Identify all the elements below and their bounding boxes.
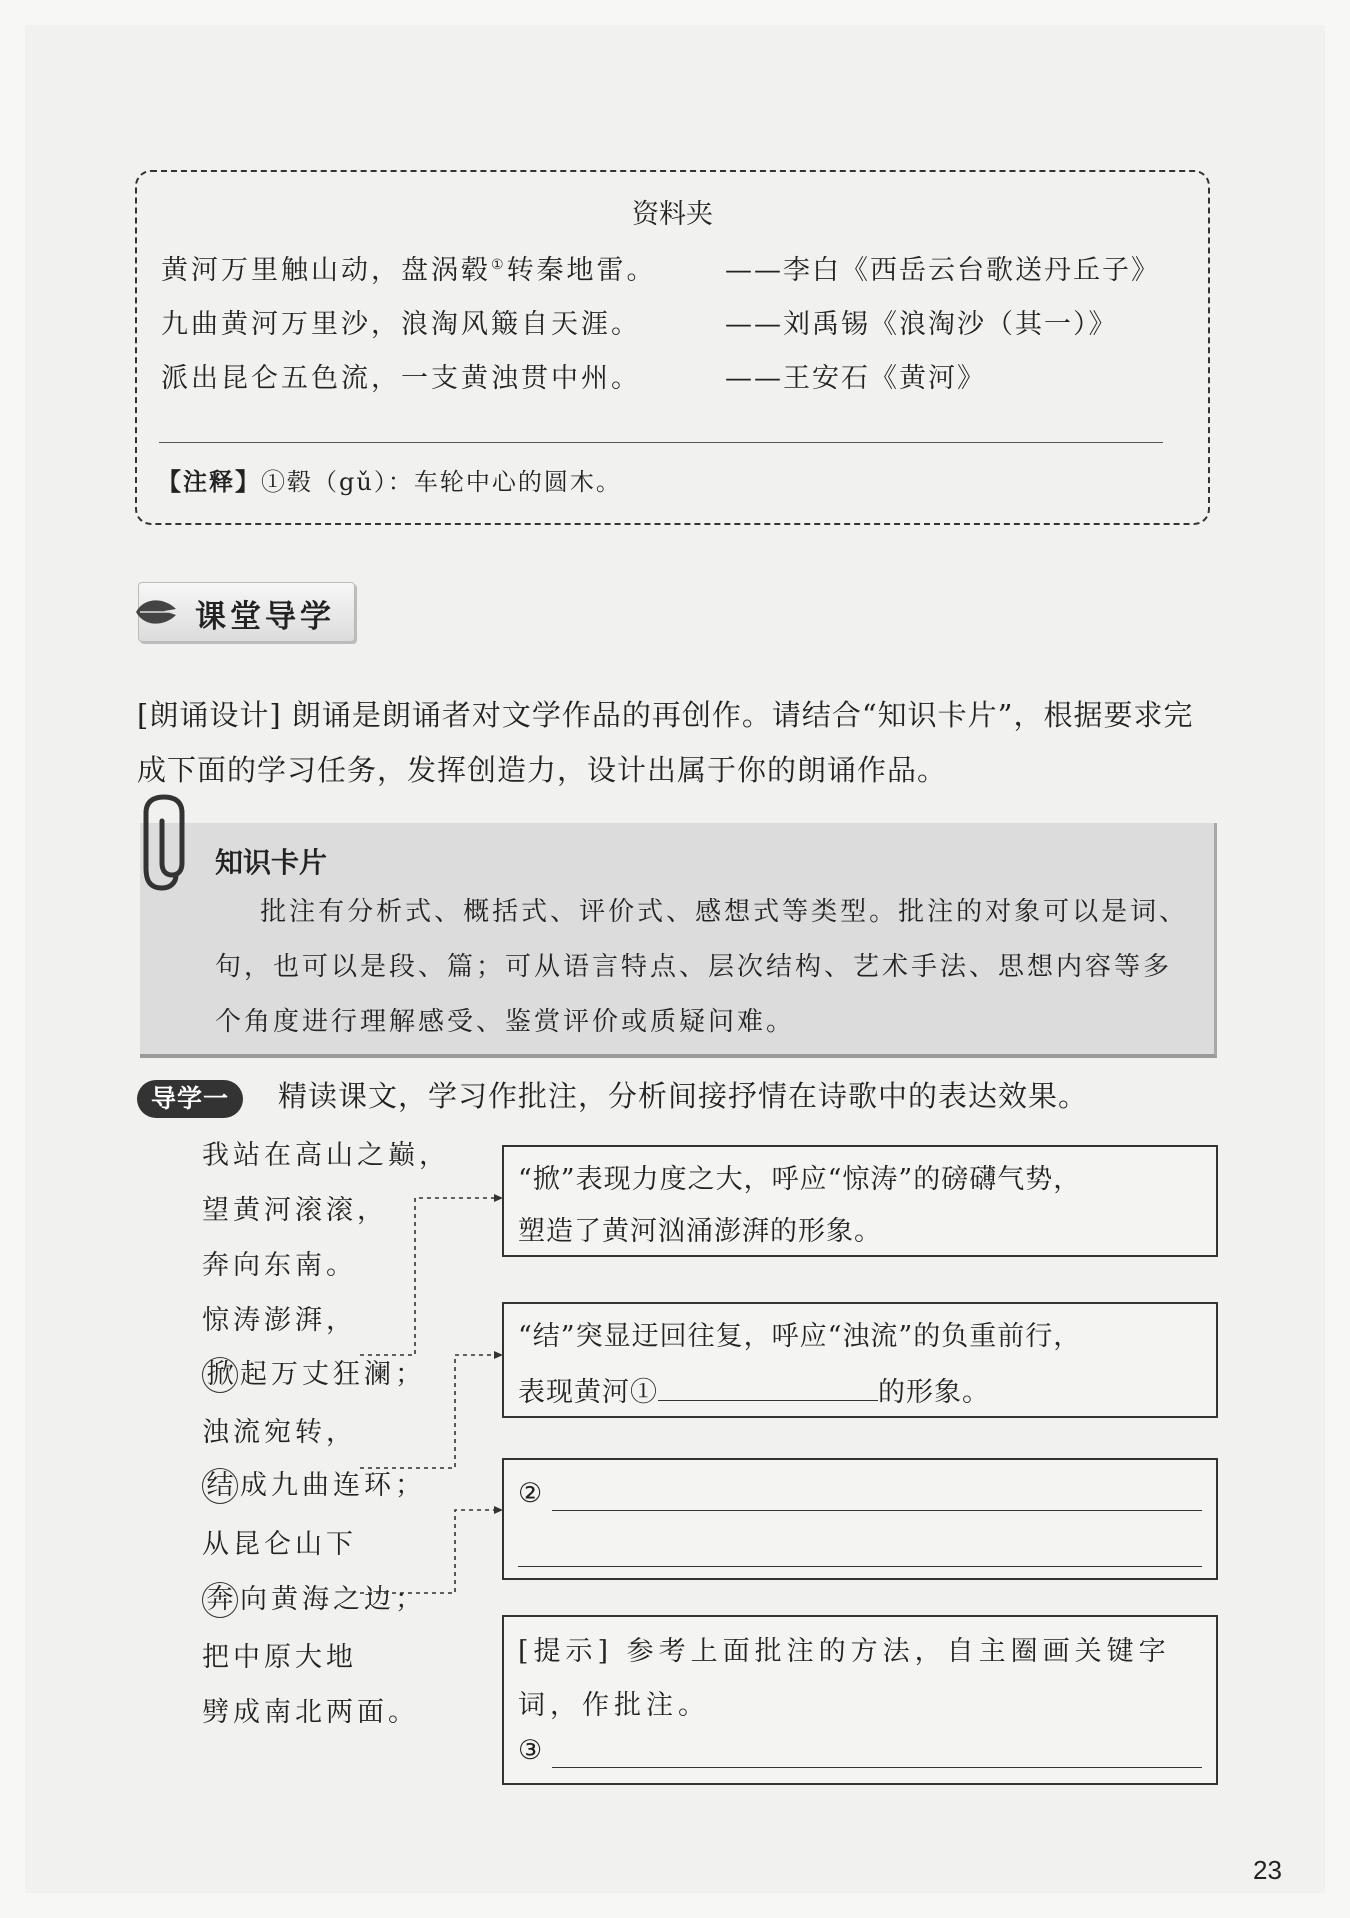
section-header [138, 582, 355, 642]
hint-text: 词，作批注。 [518, 1690, 710, 1721]
answer-line[interactable] [518, 1566, 1202, 1567]
reference-box [135, 170, 1210, 525]
knowledge-card-title: 知识卡片 [215, 846, 328, 879]
knowledge-card-body: 批注有分析式、概括式、评价式、感想式等类型。批注的对象可以是词、句，也可以是段、篇；可从语言特点、层次结构、艺术手法、思想内容等多个角度进行理解感受、鉴赏评价或质疑问难。 [215, 897, 1189, 1037]
poem-line: 从昆仑山下 [202, 1529, 357, 1560]
reference-title: 资料夹 [632, 199, 713, 230]
poem-line: 把中原大地 [202, 1642, 357, 1673]
annotation-text: 塑造了黄河汹涌澎湃的形象。 [518, 1216, 882, 1247]
answer-blank[interactable] [658, 1374, 878, 1401]
annotation-connectors [300, 1180, 510, 1600]
poem-line: 奔向东南。 [202, 1250, 357, 1281]
poem-line: 结 成九曲连环； [202, 1463, 426, 1504]
section-title: 课堂导学 [195, 599, 335, 635]
page-number: 23 [1253, 1855, 1282, 1885]
knowledge-card [140, 823, 1217, 1058]
guide-instruction: 精读课文，学习作批注，分析间接抒情在诗歌中的表达效果。 [278, 1079, 1089, 1113]
poem-line: 掀 起万丈狂澜； [202, 1352, 426, 1393]
annotation-box-4 [502, 1615, 1218, 1785]
reference-line-2: 九曲黄河万里沙，浪淘风簸自天涯。 [161, 309, 641, 340]
poem-line: 奔 向黄海之边； [202, 1577, 426, 1618]
annotation-text: “结”突显迂回往复，呼应“浊流”的负重前行， [518, 1321, 1082, 1352]
poem-line: 我站在高山之巅， [202, 1140, 450, 1171]
reference-source-2: ——刘禹锡《浪淘沙（其一）》 [725, 309, 1118, 340]
reference-divider [159, 442, 1163, 443]
intro-label: [朗诵设计] [137, 698, 282, 732]
reference-line-1: 黄河万里触山动，盘涡毂①转秦地雷。 [161, 255, 657, 286]
paperclip-icon [140, 793, 200, 893]
leaf-icon [134, 597, 178, 627]
annotation-box-2 [502, 1302, 1218, 1418]
reading-design-intro: [朗诵设计] 朗诵是朗诵者对文学作品的再创作。请结合“知识卡片”，根据要求完成下面的学习任务，发挥创造力，设计出属于你的朗诵作品。 [137, 698, 1194, 787]
circled-word: 掀 [202, 1357, 238, 1393]
poem-line: 劈成南北两面。 [202, 1697, 419, 1728]
reference-line-3: 派出昆仑五色流，一支黄浊贯中州。 [161, 363, 641, 394]
circled-word: 奔 [202, 1582, 238, 1618]
guide-badge: 导学一 [137, 1080, 243, 1118]
reference-note: 【注释】①毂（gǔ）：车轮中心的圆木。 [157, 468, 622, 496]
circled-word: 结 [202, 1468, 238, 1504]
reference-source-1: ——李白《西岳云台歌送丹丘子》 [725, 255, 1160, 286]
reference-source-3: ——王安石《黄河》 [725, 363, 986, 394]
poem-line: 浊流宛转， [202, 1417, 357, 1448]
hint-text: [提示] 参考上面批注的方法，自主圈画关键字 [518, 1636, 1171, 1667]
answer-line[interactable] [552, 1510, 1202, 1511]
annotation-text: “掀”表现力度之大，呼应“惊涛”的磅礴气势， [518, 1164, 1082, 1195]
annotation-text: 表现黄河① 的形象。 [518, 1370, 990, 1409]
poem-line: 惊涛澎湃， [202, 1305, 357, 1336]
answer-number: ② [518, 1478, 544, 1509]
annotation-box-3 [502, 1458, 1218, 1580]
annotation-box-1 [502, 1145, 1218, 1257]
answer-number: ③ [518, 1735, 544, 1766]
poem-line: 望黄河滚滚， [202, 1195, 388, 1226]
answer-line[interactable] [552, 1767, 1202, 1768]
